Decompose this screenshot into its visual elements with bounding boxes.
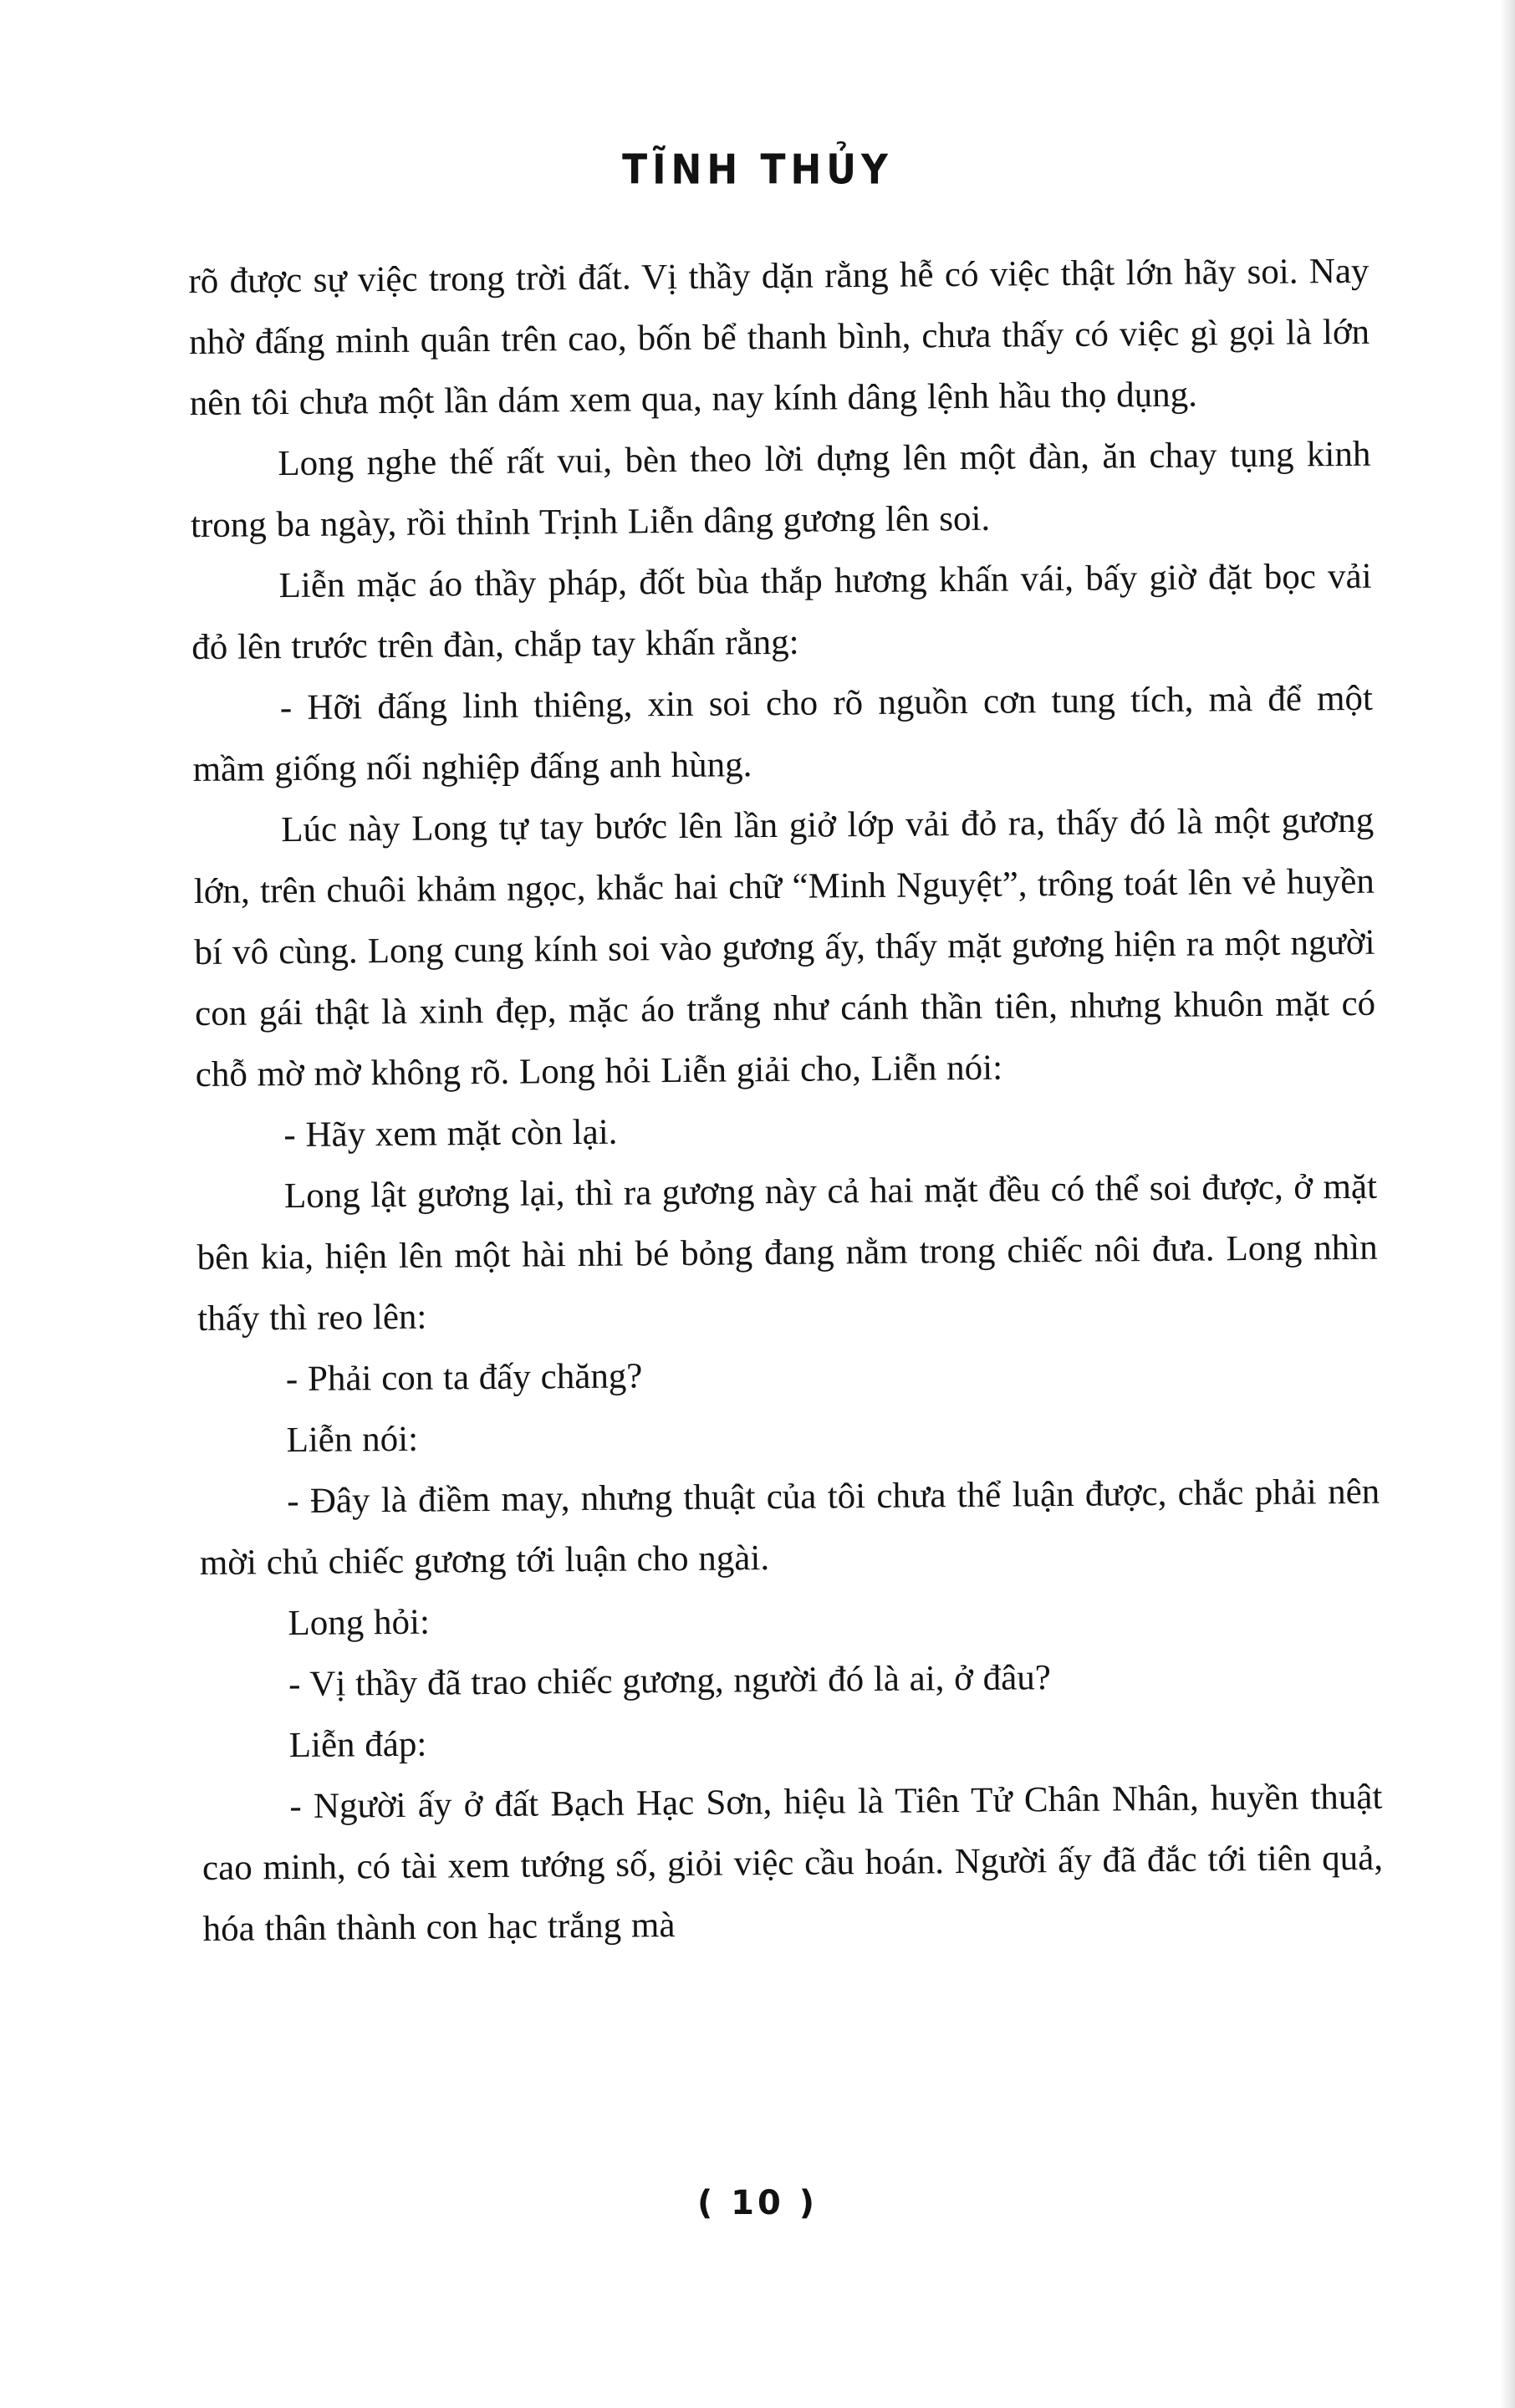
body-text	[188, 241, 1384, 1960]
page-number: ( 10 )	[696, 2184, 819, 2222]
paragraph: - Người ấy ở đất Bạch Hạc Sơn, hiệu là Tiên Tử Chân Nhân, huyền thuật cao minh, có tài xem tướng số, giỏi việc cầu hoán. Người ấy đã đắc tới tiên quả, hóa thân thành con hạc trắng mà	[201, 1777, 1384, 1950]
paragraph: Liễn đáp:	[288, 1724, 427, 1766]
paragraph: Liễn mặc áo thầy pháp, đốt bùa thắp hương khấn vái, bấy giờ đặt bọc vải đỏ lên trước trên đàn, chắp tay khấn rằng:	[191, 556, 1372, 668]
paragraph: - Phải con ta đấy chăng?	[285, 1356, 643, 1400]
paragraph: rõ được sự việc trong trời đất. Vị thầy dặn rằng hễ có việc thật lớn hãy soi. Nay nhờ đấng minh quân trên cao, bốn bể thanh bình, chưa thấy có việc gì gọi là lớn nên tôi chưa một lần dám xem qua, nay kính dâng lệnh hầu thọ dụng.	[188, 251, 1370, 424]
paragraph: - Vị thầy đã trao chiếc gương, người đó là ai, ở đâu?	[288, 1658, 1052, 1705]
paragraph: Long hỏi:	[288, 1602, 431, 1644]
paragraph: Lúc này Long tự tay bước lên lần giở lớp vải đỏ ra, thấy đó là một gương lớn, trên chuôi khảm ngọc, khắc hai chữ “Minh Nguyệt”, trông toát lên vẻ huyền bí vô cùng. Long cung kính soi vào gương ấy, thấy mặt gương hiện ra một người con gái thật là xinh đẹp, mặc áo trắng như cánh thần tiên, nhưng khuôn mặt có chỗ mờ mờ không rõ. Long hỏi Liễn giải cho, Liễn nói:	[193, 800, 1376, 1095]
paragraph: - Hãy xem mặt còn lại.	[283, 1112, 618, 1156]
page-header-title: TĨNH THỦY	[622, 145, 893, 195]
paragraph: - Hỡi đấng linh thiêng, xin soi cho rõ nguồn cơn tung tích, mà để một mầm giống nối nghiệp đấng anh hùng.	[192, 678, 1374, 790]
scan-edge-shadow	[1500, 0, 1515, 2408]
paragraph: Long nghe thế rất vui, bèn theo lời dựng lên một đàn, ăn chay tụng kinh trong ba ngày, rồi thỉnh Trịnh Liễn dâng gương lên soi.	[190, 434, 1371, 546]
paragraph: - Đây là điềm may, nhưng thuật của tôi chưa thể luận được, chắc phải nên mời chủ chiếc gương tới luận cho ngài.	[199, 1472, 1380, 1584]
paragraph: Long lật gương lại, thì ra gương này cả hai mặt đều có thể soi được, ở mặt bên kia, hiện lên một hài nhi bé bỏng đang nằm trong chiếc nôi đưa. Long nhìn thấy thì reo lên:	[196, 1166, 1378, 1339]
paragraph: Liễn nói:	[286, 1419, 419, 1461]
